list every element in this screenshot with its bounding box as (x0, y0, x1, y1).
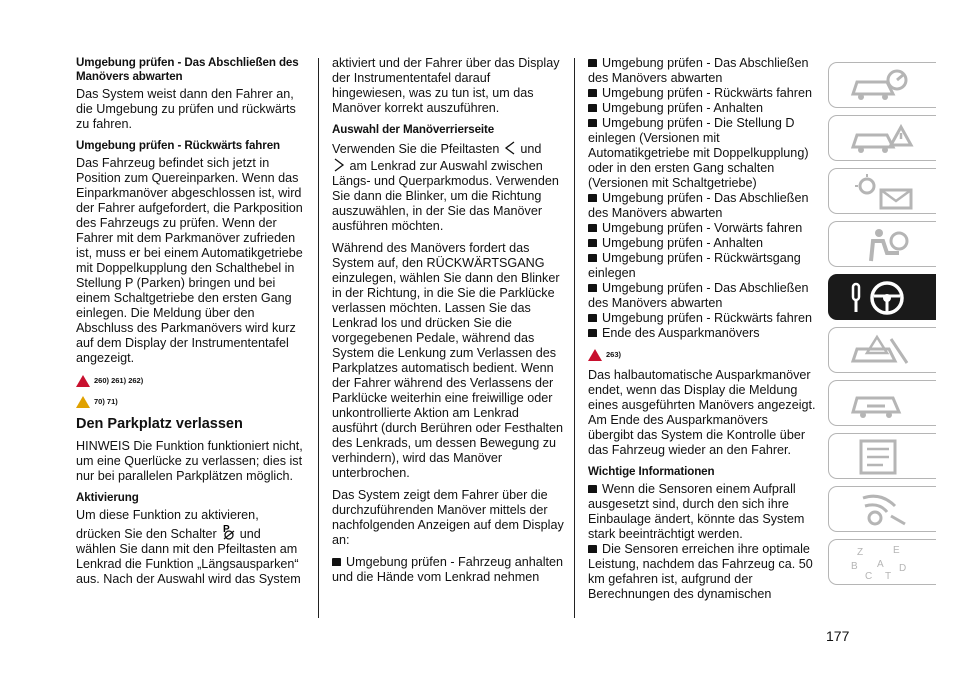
column-middle (332, 56, 564, 585)
text-fragment: und (520, 142, 542, 156)
svg-text:P: P (223, 524, 230, 535)
list-item: Die Sensoren erreichen ihre optimale Leistung, nachdem das Fahrzeug ca. 50 km gefahren ist, aufgrund der Berechnungen des dynamischen (588, 542, 816, 602)
climate-mail-icon (847, 174, 917, 210)
list-item: Umgebung prüfen - Rückwärtsgang einlegen (588, 251, 816, 281)
index-letter: B (851, 561, 858, 572)
warning-triangle-icon (588, 349, 602, 361)
multimedia-icon (847, 492, 917, 528)
subheading: Auswahl der Manöverrierseite (332, 123, 495, 136)
index-letter: D (899, 563, 907, 574)
tab-multimedia[interactable] (828, 486, 936, 532)
list-item: Umgebung prüfen - Die Stellung D einlegen (Versionen mit Automatikgetriebe mit Doppelkupplung) oder in den ersten Gang schalten (Versionen mit Schaltgetriebe) (588, 116, 816, 191)
subheading: Wichtige Informationen (588, 465, 715, 478)
paragraph: HINWEIS Die Funktion funktioniert nicht, um eine Querlücke zu verlassen; dies ist nur bei parallelen Parkplätzen möglich. (76, 439, 303, 483)
subheading: Umgebung prüfen - Rückwärts fahren (76, 139, 281, 152)
index-letter: T (885, 571, 892, 581)
airbag-seat-icon (847, 227, 917, 263)
tab-index[interactable] (828, 539, 936, 585)
list-item: Umgebung prüfen - Fahrzeug anhalten und die Hände vom Lenkrad nehmen (332, 555, 564, 584)
column-divider (318, 58, 319, 618)
warning-reference (76, 373, 304, 388)
paragraph: Das System zeigt dem Fahrer über die durchzuführenden Manöver mittels der nachfolgenden Anzeigen auf dem Display an: (332, 488, 564, 547)
warning-reference (588, 347, 816, 362)
text-fragment: und wählen Sie dann mit den Pfeiltasten am Lenkrad die Funktion „Längsausparken“ aus. Nach der Auswahl wird das System (76, 527, 301, 586)
caution-triangle-icon (76, 396, 90, 408)
list-item: Umgebung prüfen - Das Abschließen des Manövers abwarten (588, 281, 816, 311)
index-letter: C (865, 571, 873, 581)
tab-dashboard[interactable] (828, 62, 936, 108)
key-steering-wheel-icon (847, 280, 917, 316)
car-warning-icon (847, 121, 917, 157)
car-breakdown-icon (847, 333, 917, 369)
page-number: 177 (826, 628, 850, 644)
arrow-left-icon (503, 140, 517, 156)
tab-service[interactable] (828, 380, 936, 426)
column-right (588, 56, 816, 602)
list-item: Umgebung prüfen - Anhalten (588, 101, 816, 116)
tab-climate[interactable] (828, 168, 936, 214)
index-letter: E (893, 545, 900, 556)
tab-safety[interactable] (828, 221, 936, 267)
warning-triangle-icon (76, 375, 90, 387)
column-left (76, 56, 304, 594)
paragraph: Während des Manövers fordert das System auf, den RÜCKWÄRTSGANG einzulegen, wählen Sie dann den Blinker in der Richtung, in die Sie die Parklücke verlassen möchten. Lassen Sie das Lenkrad los und drücken Sie die vorgegebenen Pedale, während das System die Lenkung zum Verlassen des Parkplatzes automatisch bedient. Wenn der Fahrer während des Verlassens der Parklücke weiterhin eine freiwillige oder unkontrollierte Aktion am Lenkrad ausführt (durch Berühren oder Festhalten des Lenkrads, um dessen Bewegung zu verhindern), wird das Manöver unterbrochen. (332, 241, 564, 480)
section-title: Den Parkplatz verlassen (76, 416, 243, 432)
text-fragment: am Lenkrad zur Auswahl zwischen Längs- und Querparkmodus. Verwenden Sie dann die Blinker, um die Richtung auszuwählen, in der Sie das Manöver ausführen möchten. (332, 159, 559, 233)
park-assist-switch-icon (220, 523, 236, 541)
index-letter: Z (857, 547, 864, 558)
column-divider (574, 58, 575, 618)
paragraph: Das System weist dann den Fahrer an, die Umgebung zu prüfen und rückwärts zu fahren. (76, 87, 296, 131)
paragraph: aktiviert und der Fahrer über das Display der Instrumententafel darauf hingewiesen, was zu tun ist, um das Manöver korrekt auszuführen. (332, 56, 560, 115)
subheading: Aktivierung (76, 491, 139, 504)
text-fragment: Verwenden Sie die Pfeiltasten (332, 142, 500, 156)
list-item: Wenn die Sensoren einem Aufprall ausgesetzt sind, durch den sich ihre Einbaulage ändert, könnte das System stark beeinträchtigt werden. (588, 482, 816, 542)
car-dashboard-icon (847, 68, 917, 104)
list-item: Umgebung prüfen - Das Abschließen des Manövers abwarten (588, 191, 816, 221)
arrow-right-icon (332, 157, 346, 173)
paragraph (332, 140, 564, 234)
subheading: Umgebung prüfen - Das Abschließen des Manövers abwarten (76, 56, 299, 83)
list-item: Umgebung prüfen - Vorwärts fahren (588, 221, 816, 236)
index-alphabet-icon (847, 545, 917, 581)
tab-warning-lights[interactable] (828, 115, 936, 161)
index-letter: A (877, 559, 884, 570)
list-item: Umgebung prüfen - Rückwärts fahren (588, 311, 816, 326)
list-item: Umgebung prüfen - Anhalten (588, 236, 816, 251)
tab-technical-data[interactable] (828, 433, 936, 479)
paragraph: Das Fahrzeug befindet sich jetzt in Position zum Quereinparken. Wenn das Einparkmanöver abgeschlossen ist, wird der Fahrer aufgefordert, die Parkposition des Fahrzeugs zu prüfen. Wenn der Fahrer mit dem Parkmanöver zufrieden ist, muss er bei einem Automatikgetriebe mit Doppelkupplung den Schalthebel in Stellung P (Parken) bringen und bei einem Schaltgetriebe den ersten Gang einlegen. Die Meldung über den Abschluss des Parkmanövers wird kurz auf dem Display der Instrumententafel angezeigt. (76, 156, 303, 365)
spec-sheet-icon (847, 439, 917, 475)
warning-ref-numbers: 263) (606, 350, 622, 359)
tab-emergency[interactable] (828, 327, 936, 373)
list-item: Ende des Ausparkmanövers (588, 326, 816, 341)
note-reference (76, 394, 304, 409)
tab-driving[interactable] (828, 274, 936, 320)
warning-ref-numbers: 260) 261) 262) (94, 376, 144, 385)
paragraph: Das halbautomatische Ausparkmanöver endet, wenn das Display die Meldung eines ausgeführten Manövers angezeigt. Am Ende des Ausparkmanövers übergibt das System die Kontrolle über das Fahrzeug wieder an den Fahrer. (588, 368, 816, 457)
list-item: Umgebung prüfen - Rückwärts fahren (588, 86, 816, 101)
chapter-tabs (828, 62, 938, 592)
car-service-icon (847, 386, 917, 422)
paragraph (76, 508, 304, 587)
text-fragment: Um diese Funktion zu aktivieren, drücken Sie den Schalter (76, 508, 259, 541)
list-item: Umgebung prüfen - Das Abschließen des Manövers abwarten (588, 56, 816, 86)
note-ref-numbers: 70) 71) (94, 397, 118, 406)
